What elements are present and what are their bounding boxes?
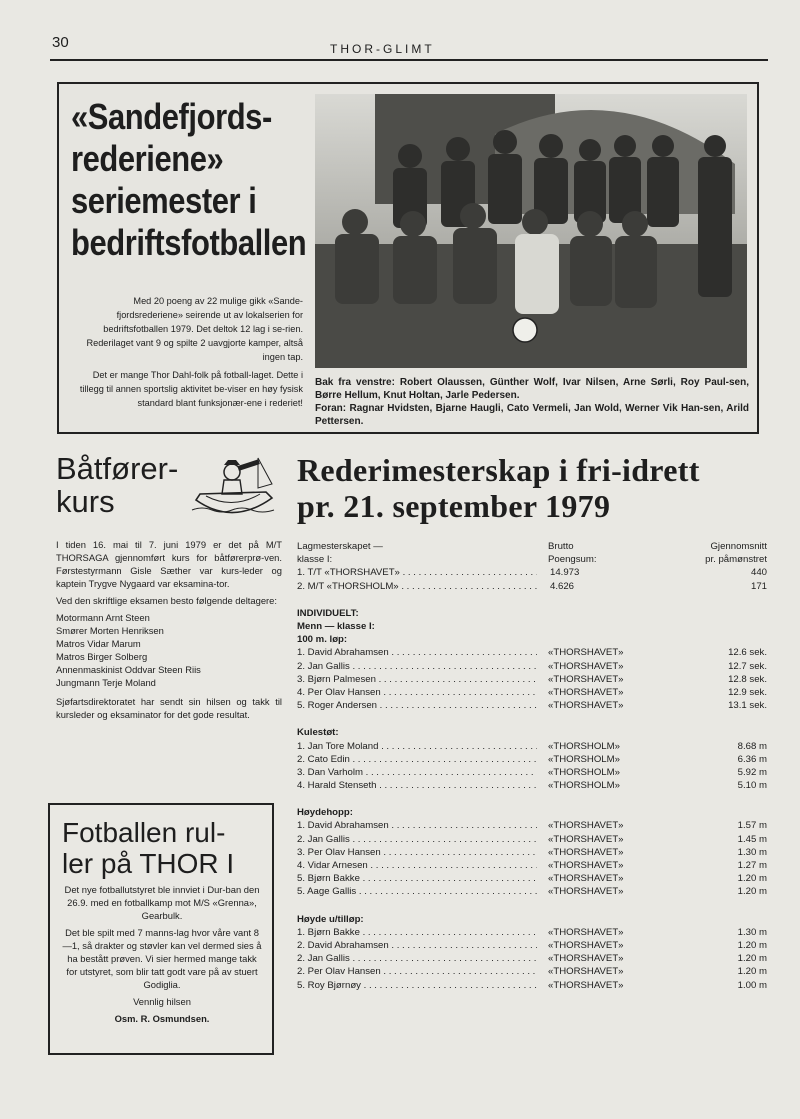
boat-course-closing: Sjøfartsdirektoratet har sendt sin hilsen og takk til kursleder og eksaminator for det gode resultat. <box>56 696 282 720</box>
athlete-name: 5. Aage Gallis . . . <box>297 885 537 898</box>
athlete-name: 5. Roy Bjørnøy . . . <box>297 979 537 992</box>
list-item: Jungmann Terje Moland <box>56 677 156 688</box>
team-header-right: pr. påmønstret <box>705 554 767 566</box>
boat-course-intro: I tiden 16. mai til 7. juni 1979 er det på M/T THORSAGA gjennomført kurs for båtførerprø-ven. Førstestyrmann Gisle Sæther var kurs-leder og kaptein Trygve Nygaard var eksamina-tor. <box>56 539 282 589</box>
team-photo <box>315 94 747 368</box>
table-row <box>297 819 767 832</box>
table-row <box>297 580 767 593</box>
football-box-title <box>62 817 234 879</box>
boat-course-body <box>56 538 282 725</box>
results-title <box>297 452 700 524</box>
team-photo-image <box>315 94 747 368</box>
athlete-name: 2. Cato Edin . . . <box>297 753 537 766</box>
results-table <box>297 540 767 992</box>
table-row <box>297 979 767 992</box>
club-name: «THORSHAVET» <box>548 860 624 872</box>
result-value: 1.00 m <box>737 979 767 991</box>
article-headline <box>71 96 307 264</box>
boat-course-title-line: kurs <box>56 484 115 519</box>
table-row <box>297 646 767 659</box>
article-paragraph: Med 20 poeng av 22 mulige gikk «Sande-fjordsrederiene» seirende ut av lokalserien for bedriftsfotballen 1979. Det deltok 12 lag i se-rien. Rederilaget vant 9 og spilte 2 uavgjorte kamper, altså ingen tap. <box>86 296 303 362</box>
article-paragraph: Det er mange Thor Dahl-folk på fotball-laget. Dette i tillegg til annen sportslig aktivitet be-viser en høy fysisk standard blant funksjonær-ene i rederiet! <box>79 370 303 408</box>
table-row <box>297 779 767 792</box>
athlete-name: 1. Bjørn Bakke . . . <box>297 926 537 939</box>
photo-caption <box>315 376 749 428</box>
team-average: 171 <box>750 580 767 592</box>
athlete-name: 1. David Abrahamsen . . . <box>297 646 537 659</box>
athlete-name: 5. Roger Andersen . . . <box>297 699 537 712</box>
result-value: 13.1 sek. <box>728 700 767 712</box>
table-row <box>297 673 767 686</box>
club-name: «THORSHOLM» <box>548 780 620 792</box>
athlete-name: 4. Per Olav Hansen . . . <box>297 686 537 699</box>
club-name: «THORSHOLM» <box>548 766 620 778</box>
article-body <box>79 294 303 414</box>
football-title-line: ler på THOR I <box>62 848 235 879</box>
club-name: «THORSHAVET» <box>548 926 624 938</box>
list-item: Matros Vidar Marum <box>56 638 141 649</box>
list-item: Motormann Arnt Steen <box>56 612 150 623</box>
athlete-name: 2. Jan Gallis . . . <box>297 833 537 846</box>
athlete-name: 3. Per Olav Hansen . . . <box>297 846 537 859</box>
participant-list <box>56 611 282 689</box>
result-value: 12.9 sek. <box>728 686 767 698</box>
result-value: 1.45 m <box>737 833 767 845</box>
table-row <box>297 699 767 712</box>
team-points: 4.626 <box>550 580 575 592</box>
result-value: 1.20 m <box>737 873 767 885</box>
club-name: «THORSHAVET» <box>548 700 624 712</box>
club-name: «THORSHAVET» <box>548 660 624 672</box>
athlete-name: 2. Jan Gallis . . . <box>297 952 537 965</box>
athlete-name: 2. Per Olav Hansen . . . <box>297 965 537 978</box>
team-header-mid: Poengsum: <box>548 554 597 566</box>
team-header-row <box>297 553 767 566</box>
table-row <box>297 885 767 898</box>
result-value: 5.92 m <box>737 766 767 778</box>
athlete-name: 3. Bjørn Palmesen . . . <box>297 673 537 686</box>
football-paragraph: Det ble spilt med 7 manns-lag hvor våre vant 8—1, så drakter og støvler kan vel dermed sies å ha bestått prøven. Vi sier hermed mange takk for utstyret, som blir tatt godt vare på av stuert Godiglia. <box>62 927 262 990</box>
results-title-line: pr. 21. september 1979 <box>297 488 611 524</box>
table-row <box>297 846 767 859</box>
team-header-left: Lagmesterskapet — <box>297 541 383 552</box>
header-divider <box>50 59 768 61</box>
athlete-name: 4. Harald Stenseth . . . <box>297 779 537 792</box>
club-name: «THORSHAVET» <box>548 979 624 991</box>
club-name: «THORSHOLM» <box>548 753 620 765</box>
event-heading: 100 m. løp: <box>297 634 348 646</box>
athlete-name: 1. Jan Tore Moland . . . <box>297 740 537 753</box>
club-name: «THORSHAVET» <box>548 833 624 845</box>
football-box-body <box>62 883 262 1029</box>
boat-course-exam-intro: Ved den skriftlige eksamen besto følgende deltagere: <box>56 595 277 606</box>
table-row <box>297 952 767 965</box>
events-container <box>297 633 767 992</box>
result-value: 12.6 sek. <box>728 647 767 659</box>
team-points: 14.973 <box>550 567 580 579</box>
table-row <box>297 686 767 699</box>
headline-line: bedriftsfotballen <box>71 222 307 263</box>
club-name: «THORSHAVET» <box>548 820 624 832</box>
athlete-name: 3. Dan Varholm . . . <box>297 766 537 779</box>
club-name: «THORSHOLM» <box>548 740 620 752</box>
page-number: 30 <box>52 34 69 51</box>
result-value: 1.27 m <box>737 860 767 872</box>
result-value: 5.10 m <box>737 780 767 792</box>
table-row <box>297 740 767 753</box>
list-item: Matros Birger Solberg <box>56 651 148 662</box>
caption-back-row: Bak fra venstre: Robert Olaussen, Günther Wolf, Ivar Nilsen, Arne Sørli, Roy Paul-sen, Børre Hellum, Knut Holtan, Jarle Pedersen. <box>315 377 749 401</box>
result-value: 1.20 m <box>737 886 767 898</box>
magazine-title: THOR-GLIMT <box>330 42 435 56</box>
result-value: 1.20 m <box>737 953 767 965</box>
list-item: Annenmaskinist Oddvar Steen Riis <box>56 664 201 675</box>
sailor-boat-icon <box>188 448 278 528</box>
club-name: «THORSHAVET» <box>548 846 624 858</box>
results-title-line: Rederimesterskap i fri-idrett <box>297 452 700 488</box>
event-heading: Høydehopp: <box>297 807 353 819</box>
table-row <box>297 926 767 939</box>
football-paragraph: Det nye fotballutstyret ble innviet i Dur-ban den 26.9. med en fotballkamp mot M/S «Grenna», Gearbulk. <box>64 884 260 921</box>
club-name: «THORSHAVET» <box>548 886 624 898</box>
team-average: 440 <box>750 567 767 579</box>
boat-course-title <box>56 452 178 518</box>
athlete-name: 4. Vidar Arnesen . . . <box>297 859 537 872</box>
table-row <box>297 939 767 952</box>
club-name: «THORSHAVET» <box>548 647 624 659</box>
result-value: 1.20 m <box>737 939 767 951</box>
athlete-name: 5. Bjørn Bakke . . . <box>297 872 537 885</box>
team-header-mid: Brutto <box>548 541 574 552</box>
club-name: «THORSHAVET» <box>548 939 624 951</box>
table-row <box>297 859 767 872</box>
table-row <box>297 753 767 766</box>
headline-line: rederiene» <box>71 138 224 179</box>
table-row <box>297 566 767 579</box>
result-value: 1.20 m <box>737 966 767 978</box>
result-value: 12.7 sek. <box>728 660 767 672</box>
club-name: «THORSHAVET» <box>548 873 624 885</box>
signature: Osm. R. Osmundsen. <box>114 1013 210 1024</box>
athlete-name: 1. David Abrahamsen . . . <box>297 819 537 832</box>
result-value: 12.8 sek. <box>728 673 767 685</box>
caption-front-row: Foran: Ragnar Hvidsten, Bjarne Haugli, Cato Vermeli, Jan Wold, Werner Vik Han-sen, Arild Pettersen. <box>315 403 749 427</box>
team-header-row <box>297 540 767 553</box>
event-heading: Høyde u/tilløp: <box>297 913 364 925</box>
boat-course-title-line: Båtfører- <box>56 451 179 486</box>
table-row <box>297 965 767 978</box>
team-header-right: Gjennomsnitt <box>710 541 767 552</box>
result-value: 6.36 m <box>737 753 767 765</box>
club-name: «THORSHAVET» <box>548 953 624 965</box>
football-thor-box <box>48 803 274 1055</box>
athlete-name: 2. Jan Gallis . . . <box>297 660 537 673</box>
football-title-line: Fotballen rul- <box>62 817 226 848</box>
club-name: «THORSHAVET» <box>548 673 624 685</box>
table-row <box>297 833 767 846</box>
table-row <box>297 872 767 885</box>
result-value: 8.68 m <box>737 740 767 752</box>
greeting: Vennlig hilsen <box>133 996 191 1007</box>
headline-line: «Sandefjords- <box>71 96 272 137</box>
team-header-left: klasse I: <box>297 554 333 566</box>
football-article-box <box>57 82 759 434</box>
table-row <box>297 766 767 779</box>
result-value: 1.30 m <box>737 926 767 938</box>
result-value: 1.57 m <box>737 820 767 832</box>
table-row <box>297 660 767 673</box>
result-value: 1.30 m <box>737 846 767 858</box>
sailor-boat-illustration <box>188 448 278 528</box>
team-name: 2. M/T «THORSHOLM» . . . <box>297 580 537 593</box>
team-name: 1. T/T «THORSHAVET» . . . <box>297 566 537 579</box>
club-name: «THORSHAVET» <box>548 686 624 698</box>
individual-label: INDIVIDUELT: <box>297 607 359 619</box>
event-heading: Kulestøt: <box>297 727 339 739</box>
athlete-name: 2. David Abrahamsen . . . <box>297 939 537 952</box>
class-label: Menn — klasse I: <box>297 620 375 632</box>
club-name: «THORSHAVET» <box>548 966 624 978</box>
list-item: Smører Morten Henriksen <box>56 625 164 636</box>
headline-line: seriemester i <box>71 180 257 221</box>
